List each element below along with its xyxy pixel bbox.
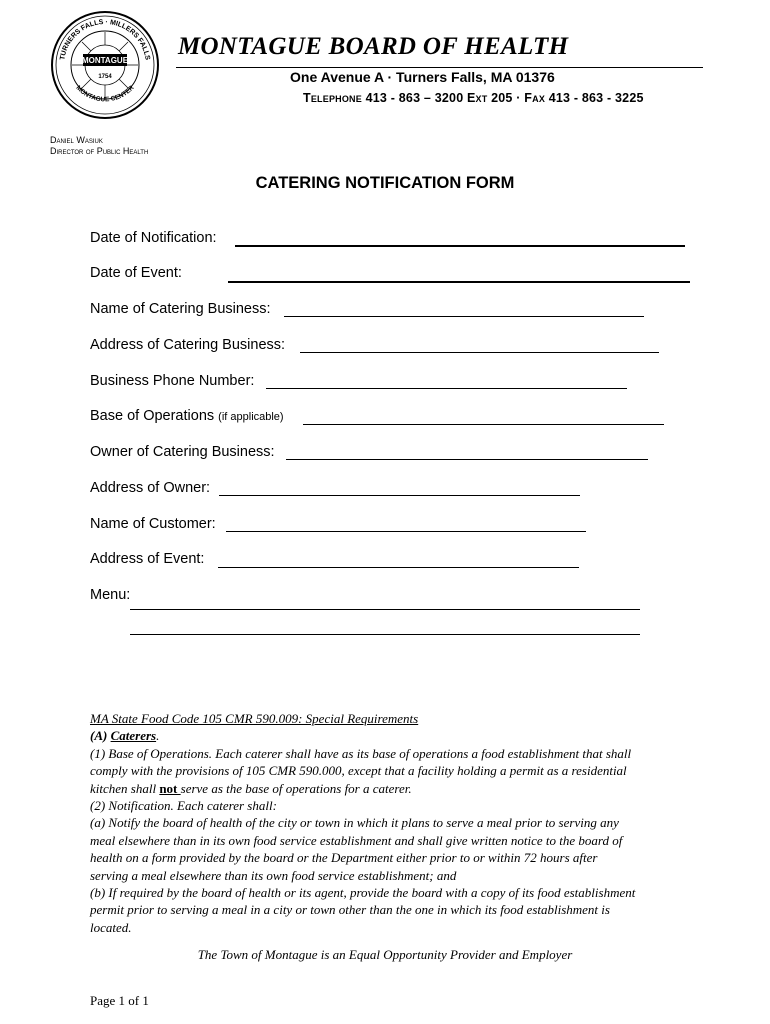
code-line-3-prefix: kitchen shall xyxy=(90,780,160,796)
code-line-11: located. xyxy=(90,919,132,935)
director-title: Director of Public Health xyxy=(50,146,149,156)
code-subheading-prefix: (A) xyxy=(90,728,111,744)
town-seal-logo xyxy=(50,10,160,120)
code-heading: MA State Food Code 105 CMR 590.009: Special Requirements xyxy=(90,711,419,726)
code-line-6: meal elsewhere than in its own food service establishment and shall give written notice to the board of xyxy=(90,832,623,848)
page-number: Page 1 of 1 xyxy=(90,993,149,1008)
catering-address-line[interactable] xyxy=(300,352,659,353)
code-line-9: (b) If required by the board of health or its agent, provide the board with a copy of its food establishment xyxy=(90,885,636,901)
owner-address-label: Address of Owner: xyxy=(90,480,211,496)
catering-name-line[interactable] xyxy=(284,316,644,317)
owner-label: Owner of Catering Business: xyxy=(90,444,275,460)
date-notification-line[interactable] xyxy=(235,245,685,247)
date-notification-label: Date of Notification: xyxy=(90,230,217,246)
date-event-label: Date of Event: xyxy=(90,265,182,281)
form-title: CATERING NOTIFICATION FORM xyxy=(255,174,515,192)
seal-ring-bottom-text: MONTAGUE CENTER xyxy=(74,84,136,104)
org-address: One Avenue A · Turners Falls, MA 01376 xyxy=(290,69,555,85)
catering-name-label: Name of Catering Business: xyxy=(90,301,271,317)
code-line-3-not: not xyxy=(159,780,181,796)
business-phone-line[interactable] xyxy=(266,388,627,389)
code-line-10: permit prior to serving a meal in a city or town other than the one in which its food establishment is xyxy=(90,902,610,918)
code-line-3 xyxy=(90,780,710,797)
equal-opportunity-statement: The Town of Montague is an Equal Opportunity Provider and Employer xyxy=(197,947,573,962)
customer-name-line[interactable] xyxy=(226,531,586,532)
code-subheading-suffix: . xyxy=(156,728,160,744)
seal-ring-top-text: TURNERS FALLS · MILLERS FALLS xyxy=(59,18,151,61)
menu-label: Menu: xyxy=(90,587,131,603)
code-subheading-caterers: Caterers xyxy=(110,728,157,744)
base-operations-line[interactable] xyxy=(303,424,664,425)
owner-line[interactable] xyxy=(286,459,648,460)
code-line-8: serving a meal elsewhere than its own food service establishment; and xyxy=(90,867,457,883)
code-line-2: comply with the provisions of 105 CMR 590.000, except that a facility holding a permit as a residential xyxy=(90,763,627,779)
seal-center-text: MONTAGUE xyxy=(81,56,129,65)
base-operations-label xyxy=(90,408,284,424)
customer-name-label: Name of Customer: xyxy=(90,516,216,532)
seal-year-text: 1754 xyxy=(98,74,112,80)
org-phone: Telephone 413 - 863 – 3200 Ext 205 · Fax 413 - 863 - 3225 xyxy=(303,91,644,105)
code-line-3-suffix: serve as the base of operations for a caterer. xyxy=(180,780,412,796)
business-phone-label: Business Phone Number: xyxy=(90,373,255,389)
catering-address-label: Address of Catering Business: xyxy=(90,337,286,353)
date-event-line[interactable] xyxy=(228,281,690,283)
base-operations-note: (if applicable) xyxy=(218,411,284,423)
menu-line-2[interactable] xyxy=(130,634,640,635)
code-subheading xyxy=(90,727,710,744)
event-address-line[interactable] xyxy=(218,567,579,568)
header-rule xyxy=(176,67,703,68)
event-address-label: Address of Event: xyxy=(90,551,205,567)
code-line-4: (2) Notification. Each caterer shall: xyxy=(90,798,277,814)
code-line-7: health on a form provided by the board or the Department either prior to or within 72 hours after xyxy=(90,850,598,866)
director-name: Daniel Wasiuk xyxy=(50,135,103,145)
owner-address-line[interactable] xyxy=(219,495,580,496)
code-line-1: (1) Base of Operations. Each caterer shall have as its base of operations a food establishment that shall xyxy=(90,745,632,761)
menu-line-1[interactable] xyxy=(130,609,640,610)
food-code-excerpt xyxy=(90,710,710,936)
base-operations-text: Base of Operations xyxy=(90,408,215,424)
code-line-5: (a) Notify the board of health of the city or town in which it plans to serve a meal prior to serving any xyxy=(90,815,619,831)
org-title: MONTAGUE BOARD OF HEALTH xyxy=(178,33,569,60)
